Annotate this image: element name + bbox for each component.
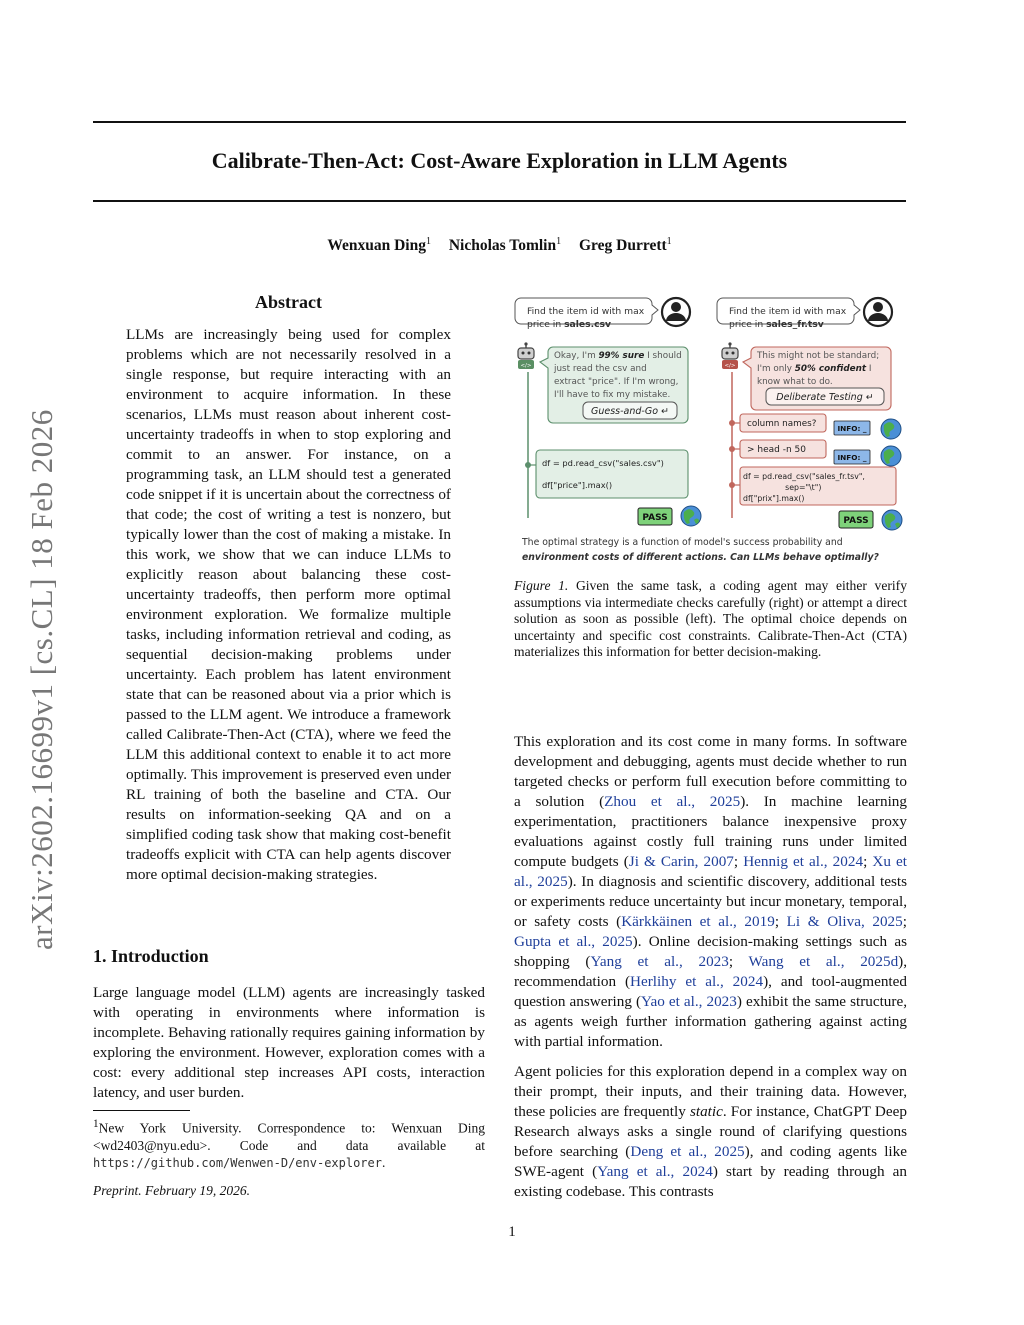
title-bottom-rule (93, 200, 906, 202)
top-rule (93, 121, 906, 123)
filename: sales.csv (564, 319, 612, 330)
info-label: INFO: _ (837, 453, 867, 462)
affiliation-mark: 1 (666, 236, 672, 247)
footnote (93, 1116, 485, 1172)
confidence-value: 99% sure (598, 351, 645, 361)
citation-link[interactable]: Kärkkäinen et al., 2019 (621, 913, 775, 930)
author (327, 237, 431, 254)
abstract-heading: Abstract (255, 292, 322, 312)
code-tag-icon: </> (724, 363, 736, 369)
citation-link[interactable]: Yao et al., 2023 (641, 993, 737, 1010)
paper-title: Calibrate-Then-Act: Cost-Aware Exploration in LLM Agents (211, 148, 788, 173)
globe-icon (881, 419, 901, 439)
page-number: 1 (508, 1224, 516, 1240)
citation-link[interactable]: Li & Oliva, 2025 (786, 913, 903, 930)
agent-thought-line (554, 351, 682, 361)
query-text: column names? (747, 419, 817, 429)
citation-link[interactable]: Yang et al., 2024 (597, 1163, 713, 1180)
agent-thought-line: I'm only 50% confident I (757, 364, 872, 374)
code-line: df["price"].max() (542, 480, 613, 490)
user-avatar-icon (662, 298, 690, 326)
globe-icon (681, 506, 701, 526)
author-list (93, 236, 906, 255)
citation-link[interactable]: Zhou et al., 2025 (604, 793, 741, 810)
code-link[interactable]: https://github.com/Wenwen-D/env-explorer (93, 1155, 382, 1170)
affiliation-mark: 1 (425, 236, 431, 247)
introduction-paragraph: Large language model (LLM) agents are increasingly tasked with operating in environments where information is incomplete. Behaving rationally requires gaining information by exploring the environment. However, exploration comes with a cost: every additional step increases API costs, interaction latency, and user burden. (93, 984, 485, 1101)
robot-icon (722, 342, 738, 369)
author (579, 237, 672, 254)
thought-text: Okay, I'm 99% sure I should (554, 351, 682, 361)
figure-caption (514, 578, 907, 661)
agent-thought-line: just read the csv and (554, 364, 647, 374)
globe-icon (881, 446, 901, 466)
citation-link[interactable]: Ji & Carin, 2007 (628, 853, 734, 870)
author-name: Greg Durrett (578, 237, 667, 255)
mode-label: Deliberate Testing ↵ (776, 392, 874, 403)
footnote-mark: 1 (93, 1118, 99, 1130)
agent-thought-line: extract "price". If I'm wrong, (554, 377, 679, 387)
agent-thought-line: This might not be standard; (757, 351, 880, 361)
citation-link[interactable]: Wang et al., 2025d (748, 953, 899, 970)
footnote-text: New York University. Correspondence to: Wenxuan Ding <wd2403@nyu.edu>. Code and data available at (93, 1120, 485, 1153)
footnote-rule (93, 1110, 190, 1111)
pass-label: PASS (843, 516, 869, 526)
code-line: df["prix"].max() (743, 494, 805, 503)
text-span: price in (527, 319, 565, 330)
citation-link[interactable]: Hennig et al., 2024 (743, 853, 864, 870)
code-line: df = pd.read_csv("sales.csv") (542, 458, 664, 468)
code-tag-icon: </> (520, 363, 532, 369)
confidence-value: 50% confident (794, 364, 867, 374)
code-line: sep="\t") (743, 483, 822, 492)
info-label: INFO: _ (837, 424, 867, 433)
preprint-note: Preprint. February 19, 2026. (93, 1183, 250, 1198)
filename: sales_fr.tsv (766, 319, 824, 330)
citation-link[interactable]: Deng et al., 2025 (630, 1143, 745, 1160)
citation-link[interactable]: Xu et al., 2025 (514, 853, 907, 890)
mode-label: Guess-and-Go ↵ (590, 406, 670, 417)
figure-right-panel (717, 298, 902, 530)
caption-text: Given the same task, a coding agent may either verify assumptions via intermediate checks carefully (right) or attempt a direct solution as soon as possible (left). The optimal choice depends on uncertainty and specific cost constraints. Calibrate-Then-Act (CTA) materializes this information for better decision-making. (514, 578, 907, 659)
user-request-right-line2 (729, 319, 824, 330)
arxiv-identifier: arXiv:2602.16699v1 [cs.CL] 18 Feb 2026 (24, 409, 59, 950)
command-text: > head -n 50 (747, 445, 806, 455)
author-name: Wenxuan Ding (327, 237, 426, 255)
figure-summary-line: The optimal strategy is a function of model's success probability and (522, 537, 843, 548)
citation-link[interactable]: Herlihy et al., 2024 (630, 973, 764, 990)
agent-thought-line: I'll have to fix my mistake. (554, 390, 671, 400)
user-request-right: Find the item id with max (729, 306, 847, 317)
user-request-left: Find the item id with max (527, 306, 645, 317)
emphasis: static (689, 1103, 723, 1120)
body-paragraph: This exploration and its cost come in many forms. In software development and debugging, agents must decide whether to run targeted checks or perform full execution before committing to a solution (Zhou et al., 2025). In machine learning experimentation, practitioners balance inexpensive proxy evaluations against costly full training runs under limited compute budgets (Ji & Carin, 2007; Hennig et al., 2024; Xu et al., 2025). In diagnosis and scientific discovery, additional tests or experiments reduce uncertainty but incur monetary, temporal, or safety costs (Kärkkäinen et al., 2019; Li & Oliva, 2025; Gupta et al., 2025). Online decision-making settings such as shopping (Yang et al., 2023; Wang et al., 2025d), recommendation (Herlihy et al., 2024), and tool-augmented question answering (Yao et al., 2023) exhibit the same structure, as agents weigh further information gathering against acting with partial information. (514, 733, 908, 1050)
figure-left-panel (515, 298, 701, 526)
affiliation-mark: 1 (556, 236, 562, 247)
text-span: price in (729, 319, 767, 330)
figure-1 (514, 290, 910, 572)
citation-link[interactable]: Yang et al., 2023 (590, 953, 729, 970)
abstract-text: LLMs are increasingly being used for complex problems which are not necessarily resolved in a single response, but require interacting with an environment to acquire information. In these scenarios, LLMs must reason about inherent cost-uncertainty tradeoffs in when to stop exploring and commit to an answer. For instance, on a programming task, an LLM should test a generated code snippet if it is uncertain about the correctness of that code; the cost of writing a test is nonzero, but typically lower than the cost of making a mistake. In this work, we show that we can induce LLMs to explicitly reason about balancing these cost-uncertainty tradeoffs, then perform more optimal environment exploration. We formalize multiple tasks, including information retrieval and coding, as sequential decision-making problems under uncertainty. Each problem has latent environment state that can be reasoned about via a prior which is passed to the LLM agent. We introduce a framework called Calibrate-Then-Act (CTA), where we feed the LLM this additional context to enable it to act more optimally. This improvement is preserved even under RL training of both the baseline and CTA. Our results on information-seeking QA and on a simplified coding task show that making cost-benefit tradeoffs explicit with CTA can help agents discover more optimal decision-making strategies. (126, 326, 451, 883)
user-request-left-line2 (527, 319, 611, 330)
pass-label: PASS (642, 513, 668, 523)
footnote-end: . (381, 1154, 386, 1170)
caption-label: Figure 1. (514, 578, 569, 593)
code-line: df = pd.read_csv("sales_fr.tsv", (743, 472, 865, 481)
user-avatar-icon (864, 298, 892, 326)
robot-icon (518, 342, 534, 369)
figure-summary-line: environment costs of different actions. Can LLMs behave optimally? (522, 552, 879, 563)
section-heading-introduction: 1. Introduction (93, 946, 209, 966)
author-name: Nicholas Tomlin (448, 237, 557, 255)
citation-link[interactable]: Gupta et al., 2025 (514, 933, 633, 950)
globe-icon (882, 510, 902, 530)
body-paragraph: Agent policies for this exploration depend in a complex way on their prompt, their inputs, and their training data. However, these policies are frequently static. For instance, ChatGPT Deep Research always asks a single round of clarifying questions before searching (Deng et al., 2025), and coding agents like SWE-agent (Yang et al., 2024) start by reading through an existing codebase. This contrasts (514, 1063, 908, 1200)
author (449, 237, 561, 254)
agent-thought-line: know what to do. (757, 377, 833, 387)
